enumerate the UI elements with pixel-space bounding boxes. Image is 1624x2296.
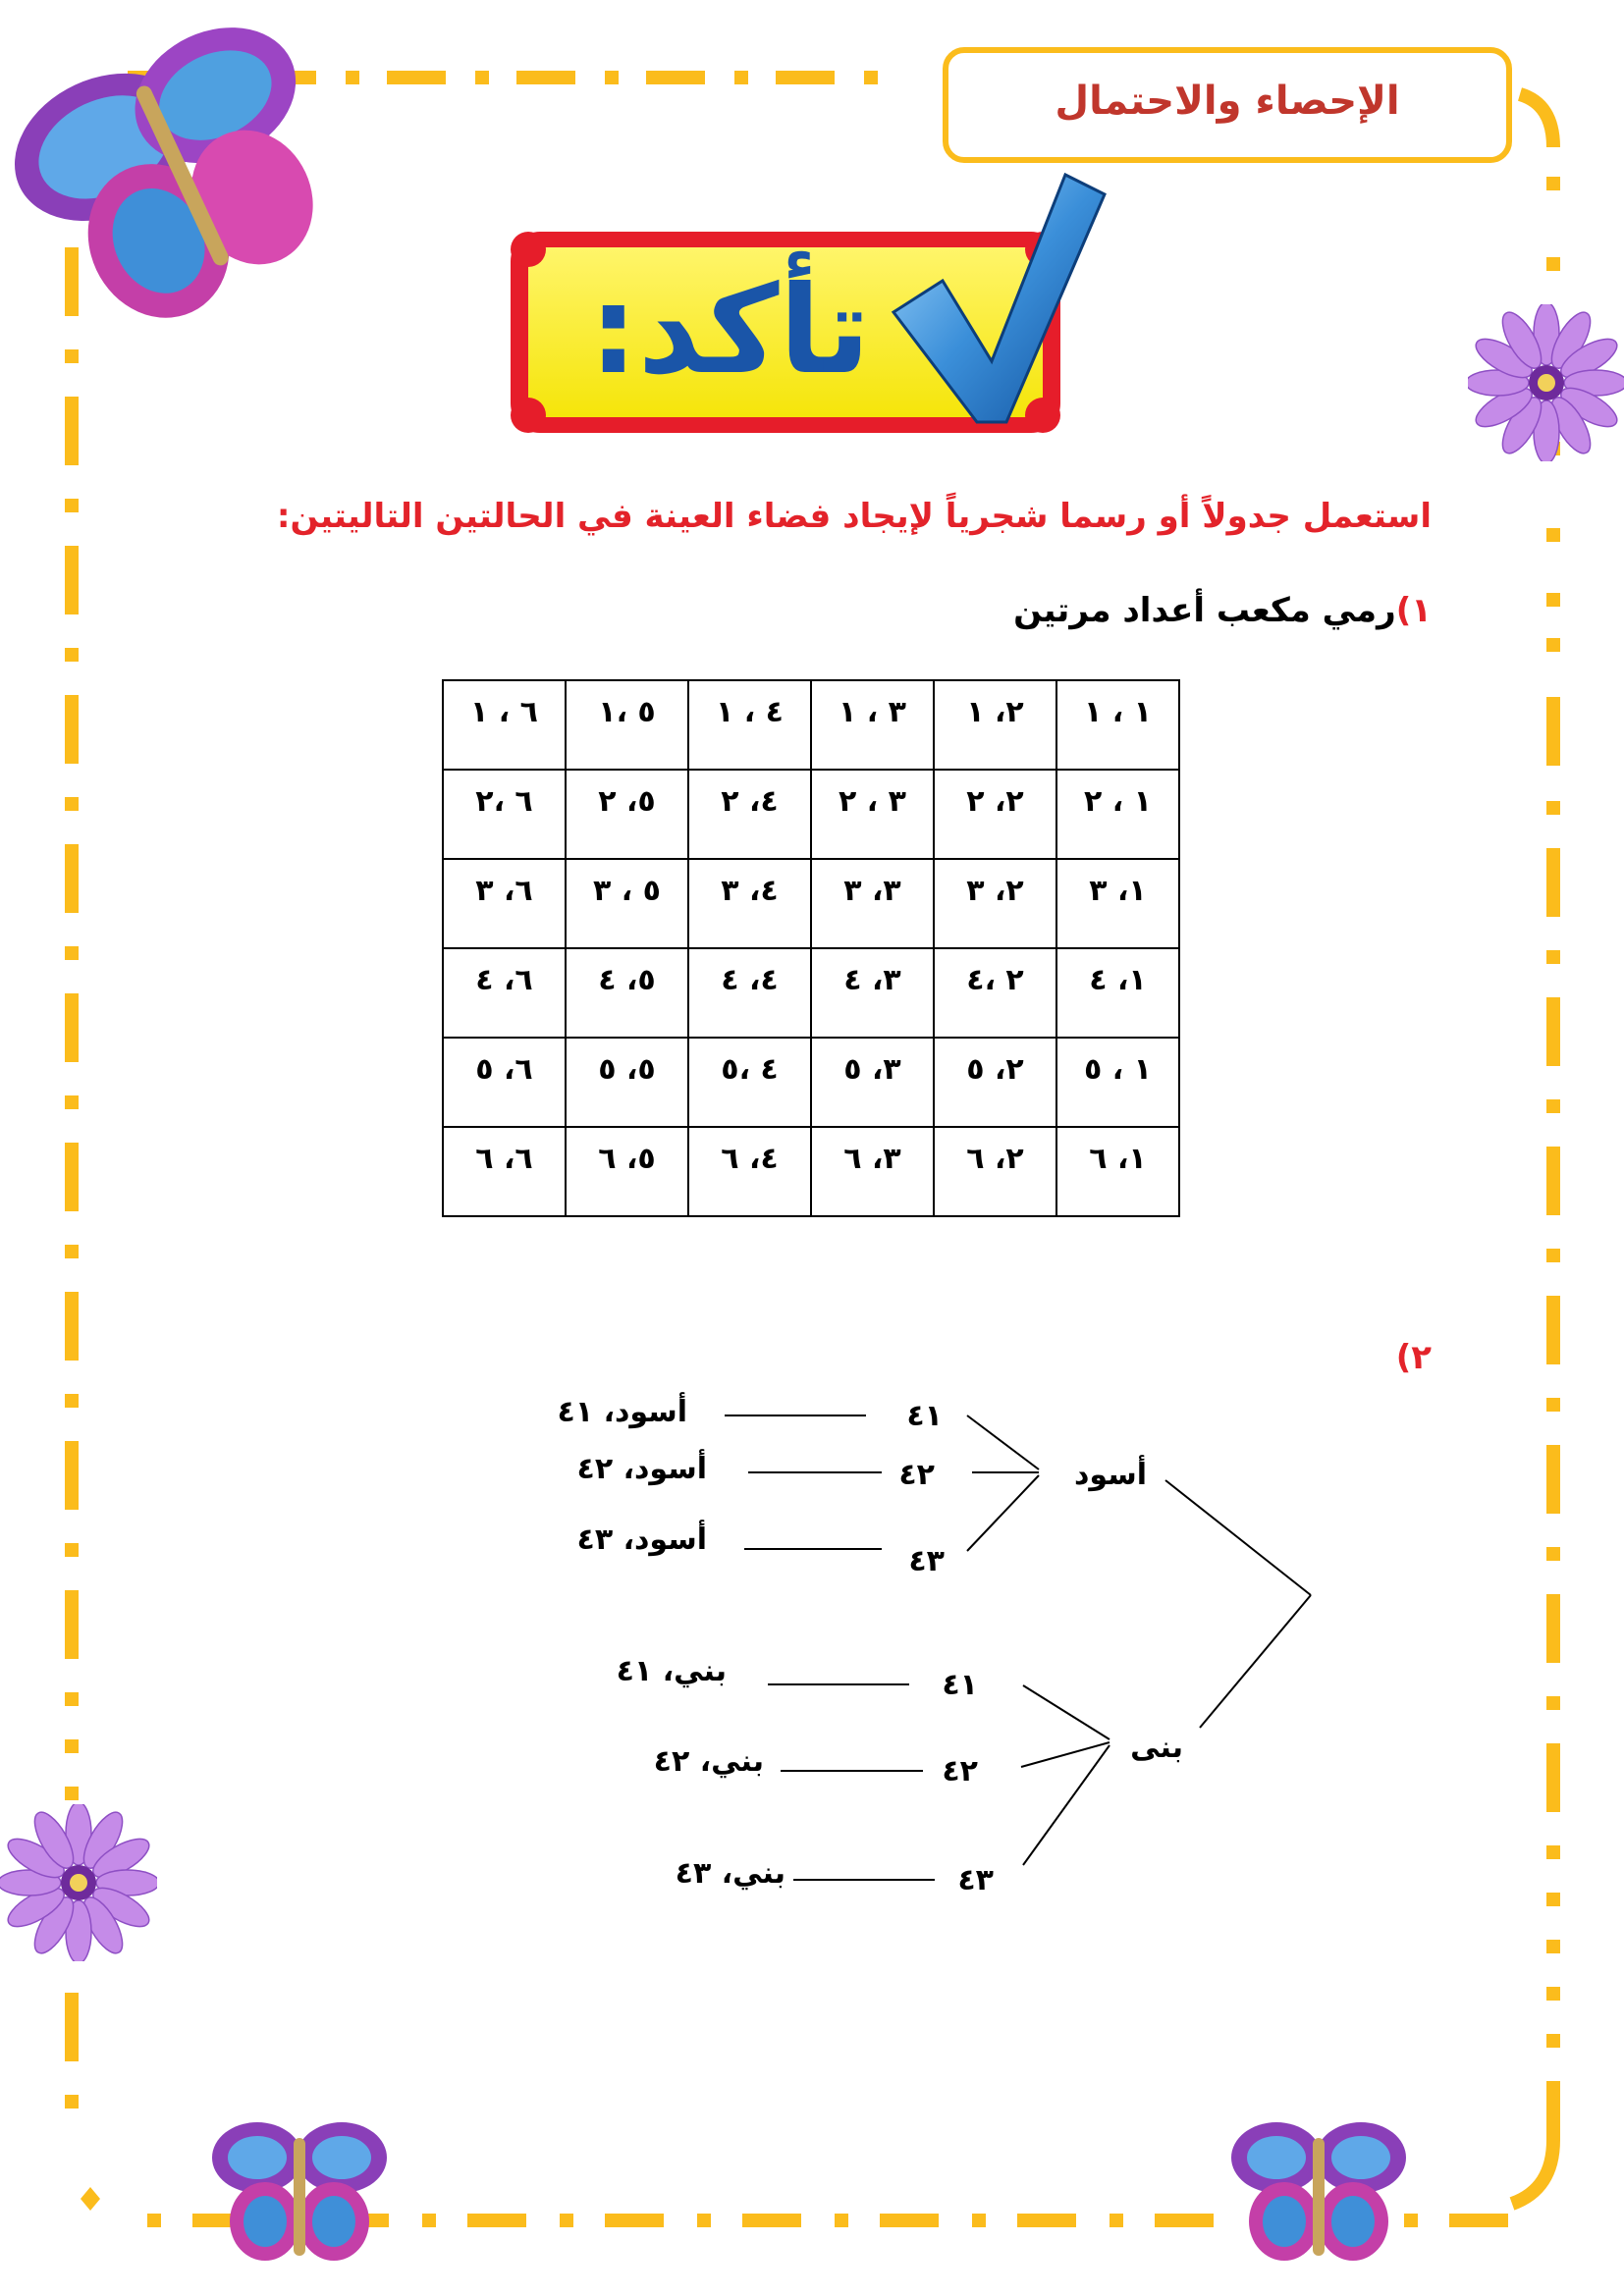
tree-outcome: أسود، ٤٢ <box>576 1452 707 1486</box>
tree-leaf: ٤٢ <box>942 1754 978 1789</box>
section-title: الإحصاء والاحتمال <box>1055 79 1400 124</box>
table-cell: ٤، ٦ <box>688 1127 811 1216</box>
table-cell: ١، ٤ <box>1056 948 1179 1038</box>
table-cell: ٢، ٢ <box>934 770 1056 859</box>
table-cell: ٥، ٦ <box>566 1127 688 1216</box>
tree-leaf: ٤٣ <box>908 1544 945 1578</box>
tree-leaf: ٤٢ <box>898 1458 935 1492</box>
tree-leaf: ٤١ <box>906 1399 943 1433</box>
table-cell: ١ ، ٥ <box>1056 1038 1179 1127</box>
table-cell: ١ ، ١ <box>1056 680 1179 770</box>
table-cell: ٣، ٥ <box>811 1038 934 1127</box>
tree-outcome: أسود، ٤١ <box>557 1395 687 1429</box>
table-cell: ٢، ١ <box>934 680 1056 770</box>
question-1-number: ١) <box>1395 591 1432 630</box>
tree-leaf: ٤٣ <box>957 1863 994 1897</box>
table-cell: ٣ ، ١ <box>811 680 934 770</box>
tree-leaf: ٤١ <box>942 1668 978 1702</box>
table-cell: ٥، ٥ <box>566 1038 688 1127</box>
table-cell: ٤، ٢ <box>688 770 811 859</box>
table-cell: ٥، ٤ <box>566 948 688 1038</box>
table-cell: ٢ ،٤ <box>934 948 1056 1038</box>
tree-node-brown: بنى <box>1130 1731 1183 1765</box>
table-cell: ٦ ،٢ <box>443 770 566 859</box>
table-cell: ٥، ٢ <box>566 770 688 859</box>
instruction-text: استعمل جدولاً أو رسما شجرياً لإيجاد فضاء العينة في الحالتين التاليتين: <box>276 497 1432 536</box>
table-cell: ٦، ٥ <box>443 1038 566 1127</box>
table-cell: ٢، ٦ <box>934 1127 1056 1216</box>
table-cell: ٥ ،١ <box>566 680 688 770</box>
table-cell: ٤ ، ١ <box>688 680 811 770</box>
table-cell: ٤، ٤ <box>688 948 811 1038</box>
table-cell: ٤، ٣ <box>688 859 811 948</box>
tree-outcome: بني، ٤٢ <box>653 1744 764 1779</box>
question-2-number: ٢) <box>1395 1338 1432 1377</box>
table-cell: ٤ ،٥ <box>688 1038 811 1127</box>
table-cell: ١، ٣ <box>1056 859 1179 948</box>
confirm-banner-label: تأكد: <box>589 260 871 401</box>
table-cell: ٣، ٦ <box>811 1127 934 1216</box>
table-cell: ٣، ٤ <box>811 948 934 1038</box>
table-cell: ١، ٦ <box>1056 1127 1179 1216</box>
table-cell: ٦، ٤ <box>443 948 566 1038</box>
table-cell: ٥ ، ٣ <box>566 859 688 948</box>
table-cell: ٣ ، ٢ <box>811 770 934 859</box>
tree-outcome: بني، ٤١ <box>616 1654 727 1688</box>
table-cell: ٦، ٣ <box>443 859 566 948</box>
tree-outcome: بني، ٤٣ <box>675 1856 785 1891</box>
table-cell: ٣، ٣ <box>811 859 934 948</box>
table-cell: ٦، ٦ <box>443 1127 566 1216</box>
tree-outcome: أسود، ٤٣ <box>576 1522 707 1557</box>
table-cell: ٦ ، ١ <box>443 680 566 770</box>
table-cell: ٢، ٥ <box>934 1038 1056 1127</box>
question-1-text: رمي مكعب أعداد مرتين <box>1013 591 1396 630</box>
tree-node-black: أسود <box>1074 1458 1147 1492</box>
table-cell: ١ ، ٢ <box>1056 770 1179 859</box>
table-cell: ٢، ٣ <box>934 859 1056 948</box>
